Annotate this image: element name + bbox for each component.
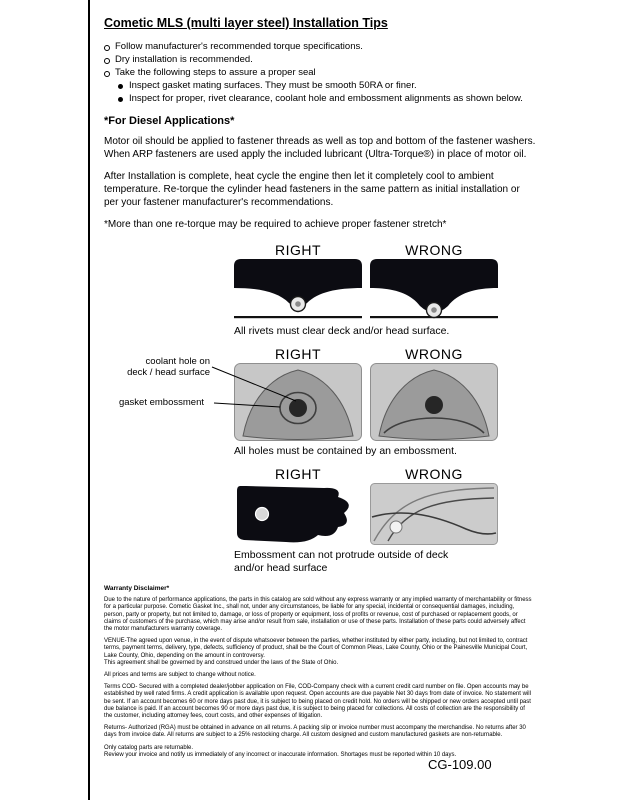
tip-text: Inspect gasket mating surfaces. They must be smooth 50RA or finer. <box>129 80 417 91</box>
wrong-label: WRONG <box>405 466 463 482</box>
disclaimer-paragraph: Returns- Authorized (RGA) must be obtained in advance on all returns. A packing slip or invoice number must accompany the merchandise. No returns after 30 days from invoice date. All returns are subject to a 25% restocking charge. All custom designed and custom manufactured gaskets are non-returnable. <box>104 725 526 739</box>
disclaimer-paragraph: All prices and terms are subject to change without notice. <box>104 672 256 679</box>
wrong-label: WRONG <box>405 346 463 362</box>
wrong-label: WRONG <box>405 242 463 258</box>
right-label: RIGHT <box>274 346 322 362</box>
diesel-applications-heading: *For Diesel Applications* <box>104 115 235 127</box>
annotation-text: deck / head surface <box>127 366 210 378</box>
open-bullet-icon <box>104 45 110 51</box>
installation-tips-list <box>104 40 536 105</box>
diagram-embossment-wrong <box>370 363 498 441</box>
diagram-wrong-column <box>370 243 498 321</box>
warranty-disclaimer <box>104 585 534 759</box>
filled-bullet-icon <box>118 84 123 89</box>
diesel-paragraph: After Installation is complete, heat cycle the engine then let it completely cool to ambient temperature. Re-torque the cylinder head fasteners in the same pattern as initial installation or per your fastener manufacturer's recommendations. <box>104 171 520 208</box>
diagram-wrong-column <box>370 347 498 441</box>
disclaimer-paragraph: Only catalog parts are returnable. <box>104 744 194 751</box>
diagram-right-column <box>234 347 362 441</box>
catalog-page-code: CG-109.00 <box>428 757 492 772</box>
diagram-embossment-right <box>234 363 362 441</box>
disclaimer-heading: Warranty Disclaimer* <box>104 585 170 592</box>
diagram-wrong-column <box>370 467 498 545</box>
tip-text: Dry installation is recommended. <box>115 54 253 65</box>
open-bullet-icon <box>104 71 110 77</box>
open-bullet-icon <box>104 58 110 64</box>
diagram-rivet-right <box>234 259 362 321</box>
diagram-row3-caption: Embossment can not protrude outside of deck and/or head surface <box>234 549 449 574</box>
diagram-row3-section <box>234 467 498 545</box>
tip-text: Inspect for proper, rivet clearance, coolant hole and embossment alignments as shown below. <box>129 93 523 104</box>
tip-item <box>104 40 536 53</box>
diagram-row2-section <box>104 347 536 441</box>
tip-item <box>104 66 536 79</box>
tip-text: Follow manufacturer's recommended torque specifications. <box>115 41 363 52</box>
diagram-row1-caption: All rivets must clear deck and/or head surface. <box>234 325 450 337</box>
tip-text: Take the following steps to assure a proper seal <box>115 67 316 78</box>
diagram-protrusion-wrong <box>370 483 498 545</box>
coolant-hole-annotation <box>104 357 210 378</box>
diesel-paragraph: Motor oil should be applied to fastener threads as well as top and bottom of the fastener washers. When ARP fasteners are used apply the included lubricant (Ultra-Torque®) in place of motor oil. <box>104 136 536 160</box>
diagram-row1-section <box>234 243 498 321</box>
right-label: RIGHT <box>274 466 322 482</box>
diagram-protrusion-right <box>234 483 362 545</box>
gasket-embossment-annotation: gasket embossment <box>118 397 204 408</box>
page-title: Cometic MLS (multi layer steel) Installation Tips <box>104 16 388 30</box>
disclaimer-paragraph: Terms COD- Secured with a completed dealer/jobber application on File, COD-Company check with a current credit card number on file. Open accounts may be established by well rated firms. A credit application is available upon request. Open accounts are due payable Net 30 days from date of invoice. No statement will be sent. If an account becomes 60 or more days past due, it is subject to being placed on credit hold. No orders will be shipped or new orders accepted until past due balance is paid. If an account becomes 90 or more days past due, it is subject to being placed for collections. All costs of collection are the responsibility of the customer, including attorney fees, court costs, and other expenses of litigation. <box>104 684 531 720</box>
filled-bullet-icon <box>118 97 123 102</box>
tip-sub-item <box>118 79 536 92</box>
disclaimer-paragraph: VENUE-The agreed upon venue, in the event of dispute whatsoever between the parties, whether instituted by either party, including, but not limited to, contract terms, payment terms, delivery, type, defects, sufficiency of product, shall be the Court of Common Pleas, Lake County, Ohio or the Painesville Municipal Court, Lake County, Ohio, depending on the amount in controversy. <box>104 638 528 659</box>
diagram-row2-caption: All holes must be contained by an embossment. <box>234 445 457 457</box>
annotation-text: coolant hole on <box>145 356 210 367</box>
disclaimer-paragraph: Review your invoice and notify us immediately of any incorrect or inaccurate information. Shortages must be reported within 10 days. <box>104 751 457 758</box>
diagram-right-column <box>234 243 362 321</box>
tip-sub-item <box>118 92 536 105</box>
retorque-note: *More than one re-torque may be required to achieve proper fastener stretch* <box>104 219 447 230</box>
page-content <box>104 16 536 764</box>
disclaimer-paragraph: This agreement shall be governed by and construed under the laws of the State of Ohio. <box>104 659 339 666</box>
diagram-rivet-wrong <box>370 259 498 321</box>
page-edge-line <box>88 0 90 800</box>
diagram-right-column <box>234 467 362 545</box>
right-label: RIGHT <box>274 242 322 258</box>
tip-item <box>104 53 536 66</box>
disclaimer-paragraph: Due to the nature of performance applications, the parts in this catalog are sold without any express warranty or any implied warranty of merchantability or fitness for a particular purpose. Cometic Gasket Inc., shall not, under any circumstances, be liable for any special, incidental or consequential damages, including, person, party or property, but not limited to, damage, or loss of property or equipment, loss of profits or revenue, cost of purchased or replacement goods, or claims of customers of the purchase, which may arise and/or result from sale, installation or use of these parts. Installation of these parts could adversely affect the motor manufacturers warranty coverage. <box>104 597 532 633</box>
